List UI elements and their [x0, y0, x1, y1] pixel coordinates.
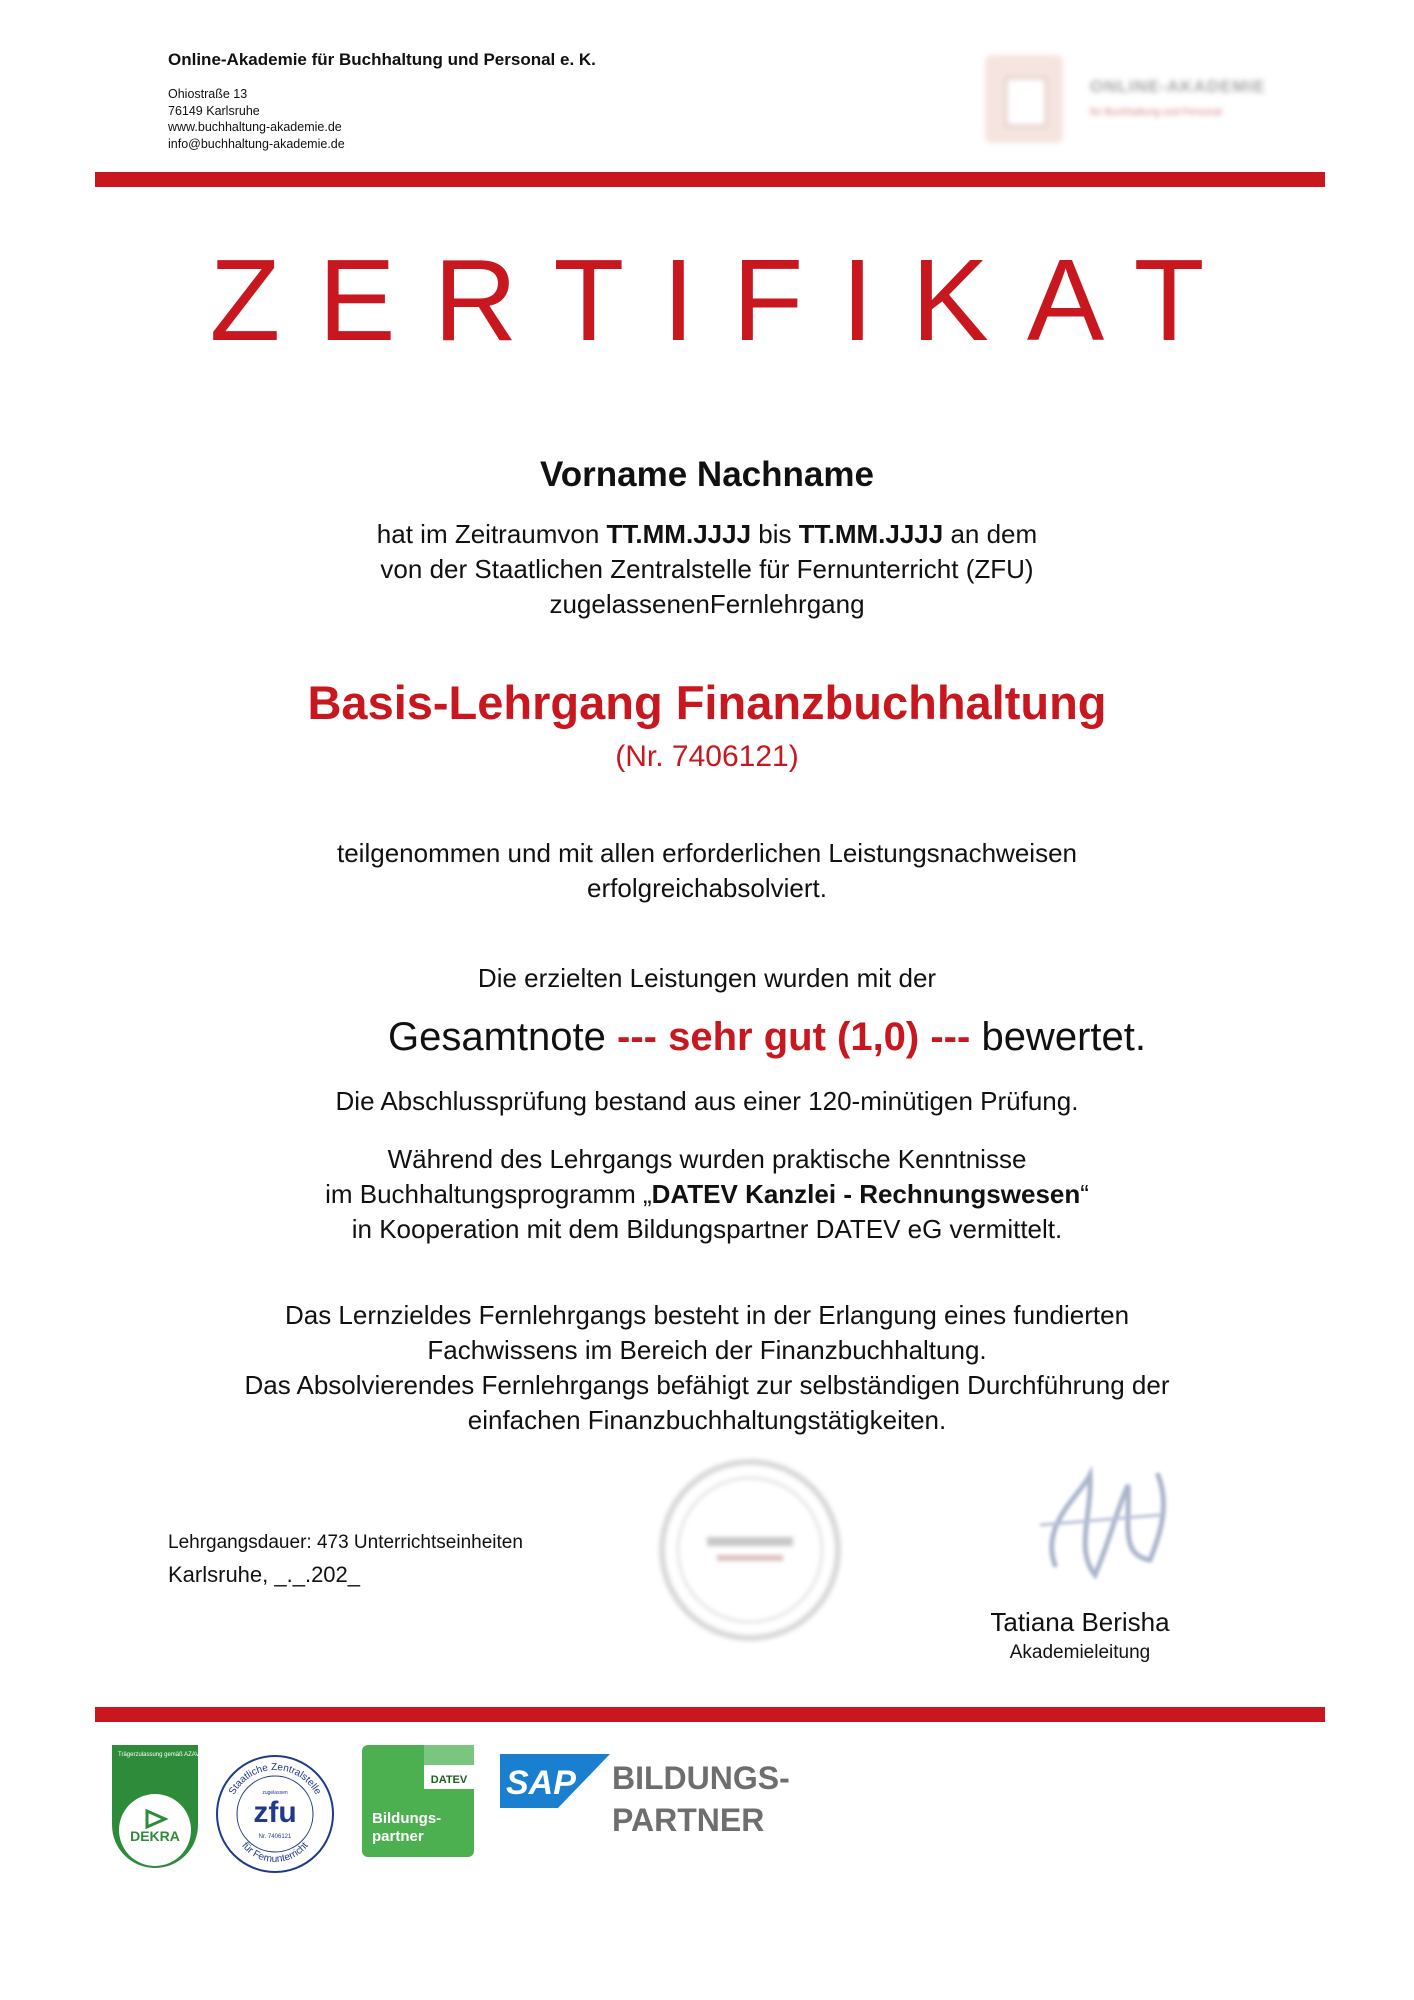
recipient-name: Vorname Nachname	[540, 455, 874, 494]
academy-logo	[985, 55, 1295, 147]
zfu-statement: von der Staatlichen Zentralstelle für Fernunterricht (ZFU)	[380, 554, 1034, 584]
zfu-approved-label: zugelassen	[262, 1790, 288, 1796]
completion-statement	[0, 836, 1414, 906]
top-divider	[95, 172, 1325, 187]
dekra-label: DEKRA	[130, 1828, 180, 1844]
issuer-city: 76149 Karlsruhe	[168, 103, 260, 118]
grade-suffix: bewertet.	[970, 1015, 1146, 1059]
grade-value: --- sehr gut (1,0) ---	[617, 1015, 971, 1059]
zfu-label: zfu	[253, 1796, 297, 1829]
zfu-ring-bottom: für Fernunterricht	[239, 1840, 311, 1866]
place-date: Karlsruhe, _._.202_	[168, 1562, 361, 1587]
goal-line-1: Das Lernzieldes Fernlehrgangs besteht in der Erlangung eines fundierten	[284, 1300, 1130, 1330]
period-statement	[0, 517, 1414, 622]
software-line-2-b: “	[1080, 1179, 1089, 1209]
zfu-ring-top: Staatliche Zentralstelle	[226, 1761, 324, 1797]
date-to: TT.MM.JJJJ	[798, 519, 944, 549]
software-line-1: Während des Lehrgangs wurden praktische Kenntnisse	[387, 1144, 1027, 1174]
bildungspartner-label	[612, 1757, 790, 1841]
issuer-address	[168, 86, 596, 152]
academy-logo-subtitle: für Buchhaltung und Personal	[1090, 107, 1222, 118]
grade-lead: Die erzielten Leistungen wurden mit der	[477, 963, 937, 993]
bp-line-2: PARTNER	[612, 1802, 765, 1838]
software-line-2	[0, 1177, 1414, 1212]
period-text-c: an dem	[943, 519, 1038, 549]
datev-sub-2: partner	[372, 1828, 424, 1845]
software-line-3: in Kooperation mit dem Bildungspartner DATEV eG vermittelt.	[351, 1214, 1063, 1244]
sap-label: SAP	[506, 1764, 576, 1802]
zfu-number: Nr. 7406121	[258, 1834, 292, 1840]
course-type: zugelassenenFernlehrgang	[549, 589, 865, 619]
grade-line	[60, 1015, 1414, 1060]
course-number: (Nr. 7406121)	[615, 740, 799, 773]
signature	[1020, 1455, 1180, 1595]
datev-badge	[362, 1745, 474, 1857]
software-line-2-a: im Buchhaltungsprogramm „	[325, 1179, 652, 1209]
issuer-name: Online-Akademie für Buchhaltung und Personal e. K.	[168, 50, 596, 69]
software-statement	[0, 1142, 1414, 1247]
dekra-badge	[110, 1745, 200, 1870]
datev-label: DATEV	[430, 1774, 468, 1786]
academy-logo-icon	[985, 55, 1063, 143]
program-name: DATEV Kanzlei - Rechnungswesen	[651, 1179, 1081, 1209]
issuer-street: Ohiostraße 13	[168, 87, 248, 101]
exam-statement: Die Abschlussprüfung bestand aus einer 120-minütigen Prüfung.	[335, 1086, 1079, 1116]
goal-line-4: einfachen Finanzbuchhaltungstätigkeiten.	[467, 1405, 947, 1435]
goal-line-3: Das Absolvierendes Fernlehrgangs befähigt zur selbständigen Durchführung der	[244, 1370, 1170, 1400]
completion-line-2: erfolgreichabsolviert.	[587, 873, 827, 903]
dekra-sub-label: geprüft	[145, 1859, 165, 1865]
course-duration: Lehrgangsdauer: 473 Unterrichtseinheiten	[168, 1532, 523, 1553]
goal-line-2: Fachwissens im Bereich der Finanzbuchhaltung.	[427, 1335, 987, 1365]
date-from: TT.MM.JJJJ	[606, 519, 752, 549]
datev-sub-1: Bildungs-	[372, 1810, 442, 1827]
sap-logo	[500, 1754, 610, 1808]
signer-name: Tatiana Berisha	[990, 1607, 1170, 1637]
bottom-divider	[95, 1707, 1325, 1722]
issuer-email: info@buchhaltung-akademie.de	[168, 136, 345, 151]
signer-role: Akademieleitung	[1009, 1642, 1151, 1663]
issuer-website: www.buchhaltung-akademie.de	[168, 120, 342, 134]
course-details	[168, 1532, 523, 1588]
official-stamp	[655, 1455, 845, 1645]
dekra-top-label: Trägerzulassung gemäß AZAV	[118, 1752, 200, 1758]
academy-logo-name: ONLINE-AKADEMIE	[1090, 77, 1266, 96]
period-text-b: bis	[751, 519, 799, 549]
grade-prefix: Gesamtnote	[388, 1015, 618, 1059]
learning-goal	[0, 1298, 1414, 1438]
zfu-badge	[213, 1752, 338, 1877]
period-text-a: hat im Zeitraumvon	[376, 519, 607, 549]
certificate-title: ZERTIFIKAT	[209, 235, 1243, 365]
bp-line-1: BILDUNGS-	[612, 1760, 790, 1796]
completion-line-1: teilgenommen und mit allen erforderlichen Leistungsnachweisen	[337, 838, 1077, 868]
course-name: Basis-Lehrgang Finanzbuchhaltung	[307, 676, 1107, 729]
issuer-header	[168, 50, 596, 152]
